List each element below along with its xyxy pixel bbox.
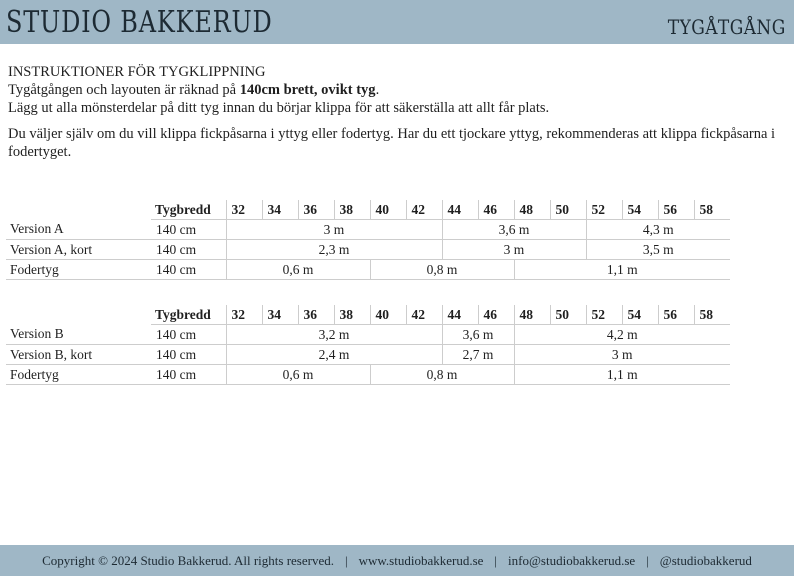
size-header: 46: [478, 305, 514, 325]
row-label: Version B: [6, 325, 151, 345]
footer-bar: [0, 545, 794, 576]
instructions-line2: Lägg ut alla mönsterdelar på ditt tyg innan du börjar klippa för att säkerställa att allt får plats.: [8, 100, 550, 116]
brand-logo: STUDIO BAKKERUD: [6, 5, 273, 40]
size-header: 54: [622, 305, 658, 325]
size-header: 50: [550, 200, 586, 220]
fabric-amount-cell: 1,1 m: [514, 260, 730, 280]
instructions-para2: Du väljer själv om du vill klippa fickpåsarna i yttyg eller fodertyg. Har du ett tjockare yttyg, rekommenderas att klippa fickpåsarna i fodertyget.: [8, 126, 776, 160]
table-row: [6, 345, 730, 365]
instructions-line1: [8, 81, 788, 99]
table-header-row: [6, 305, 730, 325]
footer-social-link[interactable]: @studiobakkerud: [659, 552, 752, 568]
size-header: 40: [370, 200, 406, 220]
pattern-name: TYGÅTGÅNG: [668, 15, 786, 39]
table-row: [6, 220, 730, 240]
row-label: Fodertyg: [6, 260, 151, 280]
size-header: 40: [370, 305, 406, 325]
fabric-amount-cell: 3,5 m: [586, 240, 730, 260]
header-blank: [6, 200, 151, 220]
size-header: 56: [658, 200, 694, 220]
row-label: Version A, kort: [6, 240, 151, 260]
fabric-amount-cell: 3 m: [514, 345, 730, 365]
fabric-amount-cell: 0,6 m: [226, 260, 370, 280]
fabric-width-cell: 140 cm: [151, 220, 226, 240]
fabric-amount-cell: 0,8 m: [370, 365, 514, 385]
size-header: 58: [694, 200, 730, 220]
size-header: 36: [298, 200, 334, 220]
header-blank: [6, 305, 151, 325]
table-row: [6, 240, 730, 260]
fabric-width-cell: 140 cm: [151, 325, 226, 345]
size-header: 42: [406, 200, 442, 220]
size-header: 46: [478, 200, 514, 220]
size-header: 34: [262, 200, 298, 220]
fabric-width-header: Tygbredd: [151, 305, 226, 325]
fabric-amount-cell: 1,1 m: [514, 365, 730, 385]
fabric-amount-cell: 3 m: [442, 240, 586, 260]
fabric-width-cell: 140 cm: [151, 260, 226, 280]
fabric-amount-cell: 3,2 m: [226, 325, 442, 345]
fabric-amount-cell: 4,3 m: [586, 220, 730, 240]
size-header: 48: [514, 305, 550, 325]
table-row: [6, 325, 730, 345]
fabric-amount-cell: 2,7 m: [442, 345, 514, 365]
size-header: 58: [694, 305, 730, 325]
fabric-table-version-b: [6, 305, 730, 385]
size-header: 44: [442, 305, 478, 325]
table-header-row: [6, 200, 730, 220]
footer-separator: |: [646, 552, 649, 568]
size-header: 52: [586, 200, 622, 220]
line1-end: .: [375, 82, 380, 98]
header-bar: [0, 0, 794, 44]
fabric-width-cell: 140 cm: [151, 365, 226, 385]
fabric-width-emphasis: 140cm brett, ovikt tyg: [239, 82, 376, 98]
fabric-amount-cell: 3 m: [226, 220, 442, 240]
instructions-heading: INSTRUKTIONER FÖR TYGKLIPPNING: [8, 64, 266, 80]
footer-separator: |: [344, 552, 348, 568]
fabric-width-header: Tygbredd: [151, 200, 226, 220]
fabric-amount-cell: 4,2 m: [514, 325, 730, 345]
size-header: 52: [586, 305, 622, 325]
fabric-width-cell: 140 cm: [151, 345, 226, 365]
footer-copyright: Copyright © 2024 Studio Bakkerud. All rights reserved.: [42, 552, 334, 568]
size-header: 50: [550, 305, 586, 325]
size-header: 34: [262, 305, 298, 325]
fabric-amount-cell: 2,3 m: [226, 240, 442, 260]
fabric-amount-cell: 3,6 m: [442, 325, 514, 345]
size-header: 54: [622, 200, 658, 220]
instructions: [8, 63, 788, 161]
size-header: 32: [226, 200, 262, 220]
size-header: 38: [334, 305, 370, 325]
fabric-amount-cell: 0,6 m: [226, 365, 370, 385]
row-label: Version A: [6, 220, 151, 240]
size-header: 56: [658, 305, 694, 325]
line1-text: Tygåtgången och layouten är räknad på: [8, 82, 240, 98]
footer-email-link[interactable]: info@studiobakkerud.se: [508, 552, 636, 568]
table-row: [6, 365, 730, 385]
fabric-amount-cell: 2,4 m: [226, 345, 442, 365]
fabric-amount-cell: 0,8 m: [370, 260, 514, 280]
size-header: 44: [442, 200, 478, 220]
size-header: 32: [226, 305, 262, 325]
size-header: 36: [298, 305, 334, 325]
fabric-width-cell: 140 cm: [151, 240, 226, 260]
table-row: [6, 260, 730, 280]
fabric-amount-cell: 3,6 m: [442, 220, 586, 240]
footer-separator: |: [494, 552, 498, 568]
fabric-table-version-a: [6, 200, 730, 280]
size-header: 48: [514, 200, 550, 220]
size-header: 38: [334, 200, 370, 220]
footer-website-link[interactable]: www.studiobakkerud.se: [358, 552, 484, 568]
row-label: Version B, kort: [6, 345, 151, 365]
size-header: 42: [406, 305, 442, 325]
row-label: Fodertyg: [6, 365, 151, 385]
